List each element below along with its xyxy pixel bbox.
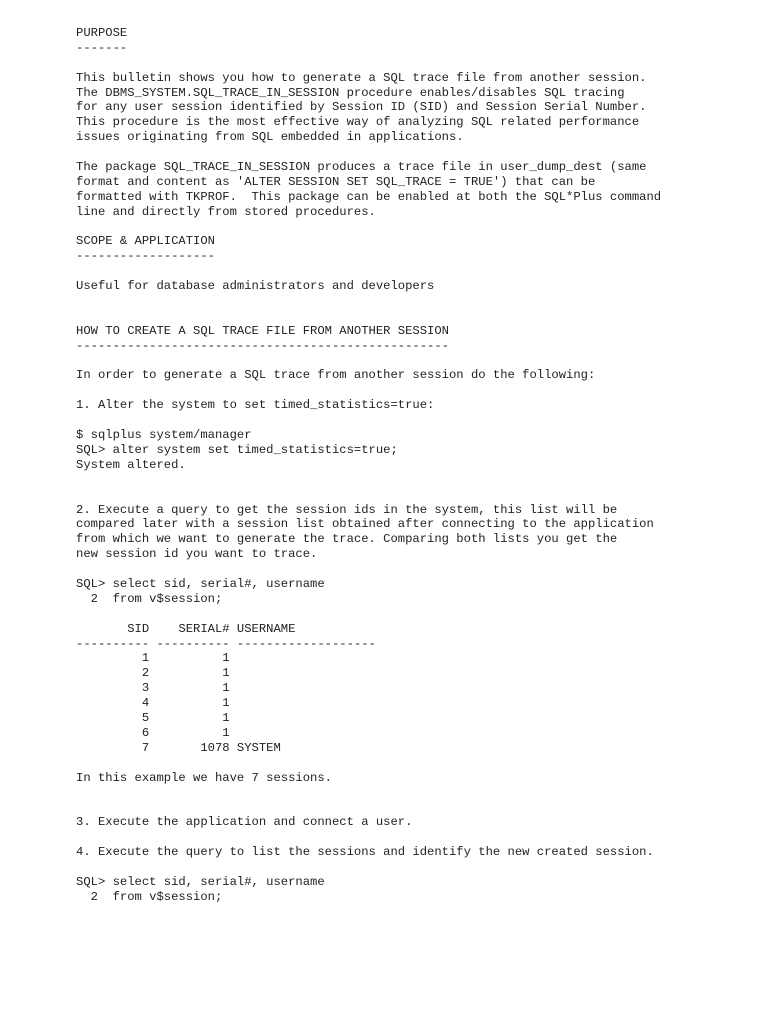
text-line: In this example we have 7 sessions.: [76, 770, 332, 785]
text-line: System altered.: [76, 457, 186, 472]
text-line: [76, 413, 756, 428]
text-line: [76, 607, 756, 622]
text-line: formatted with TKPROF. This package can be enabled at both the SQL*Plus command: [76, 189, 662, 204]
text-line: 1 1: [76, 651, 230, 666]
text-line: -------: [76, 40, 128, 55]
text-line: 7 1078 SYSTEM: [76, 740, 281, 755]
text-line: [76, 56, 756, 71]
text-line: [76, 785, 756, 800]
text-line: 2 from v$session;: [76, 889, 223, 904]
text-line: 2 from v$session;: [76, 591, 223, 606]
text-line: This procedure is the most effective way of analyzing SQL related performance: [76, 115, 640, 130]
text-line: format and content as 'ALTER SESSION SET SQL_TRACE = TRUE') that can be: [76, 174, 596, 189]
text-line: [76, 145, 756, 160]
text-line: 3. Execute the application and connect a user.: [76, 815, 413, 830]
text-line: issues originating from SQL embedded in applications.: [76, 130, 464, 145]
text-line: compared later with a session list obtained after connecting to the application: [76, 517, 654, 532]
text-line: The DBMS_SYSTEM.SQL_TRACE_IN_SESSION procedure enables/disables SQL tracing: [76, 85, 625, 100]
text-line: [76, 354, 756, 369]
text-line: In order to generate a SQL trace from another session do the following:: [76, 368, 596, 383]
text-line: for any user session identified by Session ID (SID) and Session Serial Number.: [76, 100, 647, 115]
text-line: [76, 860, 756, 875]
text-line: [76, 294, 756, 309]
text-line: [76, 264, 756, 279]
text-line: The package SQL_TRACE_IN_SESSION produces a trace file in user_dump_dest (same: [76, 160, 647, 175]
text-line: [76, 830, 756, 845]
text-line: line and directly from stored procedures.: [76, 204, 376, 219]
text-line: PURPOSE: [76, 26, 128, 40]
text-line: ---------------------------------------------------: [76, 338, 449, 353]
text-line: new session id you want to trace.: [76, 547, 318, 562]
text-line: [76, 473, 756, 488]
text-line: 1. Alter the system to set timed_statistics=true:: [76, 398, 435, 413]
text-line: [76, 756, 756, 771]
text-line: [76, 220, 756, 235]
text-line: Useful for database administrators and developers: [76, 279, 435, 294]
text-line: SQL> select sid, serial#, username: [76, 576, 325, 591]
text-line: [76, 488, 756, 503]
text-line: HOW TO CREATE A SQL TRACE FILE FROM ANOTHER SESSION: [76, 323, 449, 338]
text-line: SID SERIAL# USERNAME: [76, 621, 296, 636]
text-line: SCOPE & APPLICATION: [76, 234, 215, 249]
text-line: 4. Execute the query to list the sessions and identify the new created session.: [76, 844, 654, 859]
text-line: SQL> alter system set timed_statistics=true;: [76, 442, 398, 457]
text-line: This bulletin shows you how to generate a SQL trace file from another session.: [76, 70, 647, 85]
text-line: $ sqlplus system/manager: [76, 428, 252, 443]
text-line: from which we want to generate the trace. Comparing both lists you get the: [76, 532, 618, 547]
text-line: [76, 309, 756, 324]
text-line: 2. Execute a query to get the session ids in the system, this list will be: [76, 502, 618, 517]
text-line: [76, 383, 756, 398]
text-line: ---------- ---------- -------------------: [76, 636, 376, 651]
document-body: [76, 26, 756, 905]
text-line: [76, 800, 756, 815]
text-line: 6 1: [76, 725, 230, 740]
text-line: SQL> select sid, serial#, username: [76, 874, 325, 889]
text-line: 4 1: [76, 696, 230, 711]
text-line: 2 1: [76, 666, 230, 681]
text-line: 3 1: [76, 681, 230, 696]
text-line: [76, 562, 756, 577]
text-line: -------------------: [76, 249, 215, 264]
text-line: 5 1: [76, 710, 230, 725]
